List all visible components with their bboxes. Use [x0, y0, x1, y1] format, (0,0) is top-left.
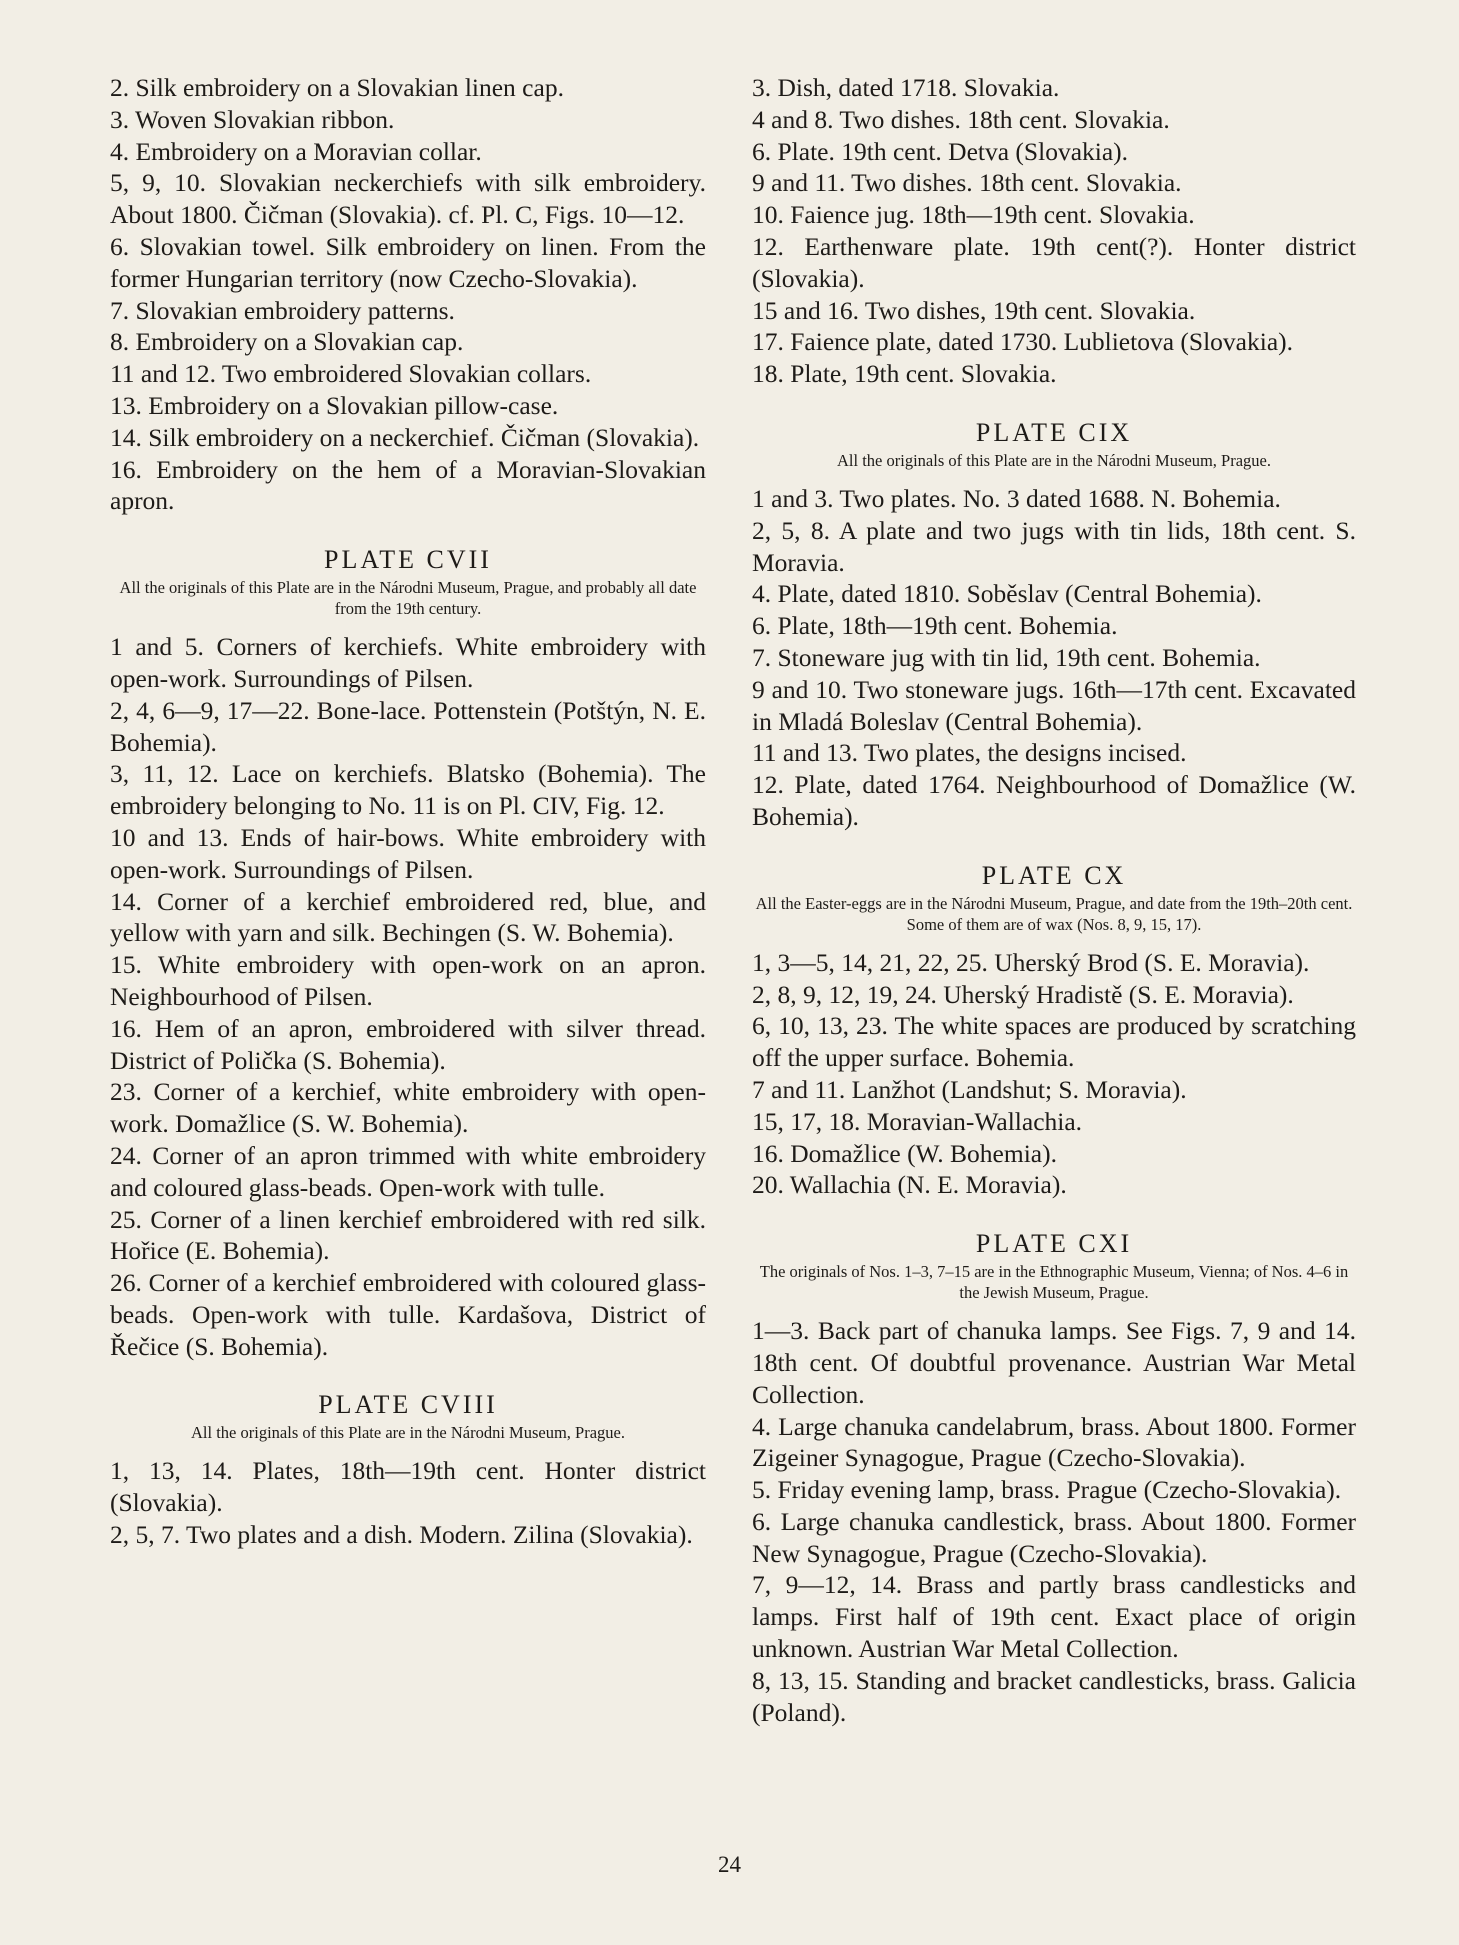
catalogue-entry: 24. Corner of an apron trimmed with white embroidery and coloured glass-beads. Open-work with tulle.	[110, 1140, 706, 1202]
plate-title: PLATE CX	[981, 860, 1127, 890]
catalogue-entry: 9 and 11. Two dishes. 18th cent. Slovakia.	[752, 168, 1182, 198]
catalogue-entry: 17. Faience plate, dated 1730. Lublietova (Slovakia).	[752, 327, 1294, 357]
catalogue-entry: 20. Wallachia (N. E. Moravia).	[752, 1170, 1067, 1200]
catalogue-entry: 6. Large chanuka candlestick, brass. About 1800. Former New Synagogue, Prague (Czecho-Slovakia).	[752, 1506, 1356, 1568]
catalogue-entry: 12. Plate, dated 1764. Neighbourhood of Domažlice (W. Bohemia).	[752, 770, 1356, 831]
entry-list	[110, 1455, 706, 1550]
catalogue-entry: 10. Faience jug. 18th—19th cent. Slovakia.	[752, 200, 1195, 230]
entry-list	[752, 1315, 1356, 1728]
catalogue-entry: 2. Silk embroidery on a Slovakian linen cap.	[110, 73, 564, 102]
entry-list	[752, 947, 1356, 1201]
plate-cx-section	[752, 861, 1356, 1201]
entry-list	[752, 72, 1356, 390]
right-column	[752, 72, 1356, 1728]
plate-cviii-section	[110, 1390, 706, 1550]
catalogue-entry: 15. White embroidery with open-work on an apron. Neighbourhood of Pilsen.	[110, 950, 706, 1011]
catalogue-entry: 1 and 5. Corners of kerchiefs. White embroidery with open-work. Surroundings of Pilsen.	[110, 632, 706, 693]
catalogue-entry: 1, 13, 14. Plates, 18th—19th cent. Honter district (Slovakia).	[110, 1456, 706, 1518]
catalogue-entry: 15 and 16. Two dishes, 19th cent. Slovakia.	[752, 295, 1196, 325]
plate-note: All the Easter-eggs are in the Národni Museum, Prague, and date from the 19th–20th cent. Some of them are of wax (Nos. 8, 9, 15, 17).	[755, 893, 1353, 934]
catalogue-entry: 16. Hem of an apron, embroidered with silver thread. District of Polička (S. Bohemia).	[110, 1013, 706, 1075]
catalogue-entry: 6. Plate, 18th—19th cent. Bohemia.	[752, 611, 1118, 641]
catalogue-entry: 14. Corner of a kerchief embroidered red, blue, and yellow with yarn and silk. Bechingen (S. W. Bohemia).	[110, 886, 706, 948]
catalogue-entry: 6, 10, 13, 23. The white spaces are produced by scratching off the upper surface. Bohemia.	[752, 1011, 1356, 1073]
plate-note: All the originals of this Plate are in the Národni Museum, Prague.	[191, 1423, 625, 1443]
catalogue-entry: 8. Embroidery on a Slovakian cap.	[110, 327, 464, 357]
catalogue-entry: 11 and 13. Two plates, the designs incised.	[752, 738, 1187, 768]
plate-title: PLATE CXI	[975, 1229, 1133, 1259]
catalogue-entry: 26. Corner of a kerchief embroidered with coloured glass-beads. Open-work with tulle. Kardašova, District of Řečice (S. Bohemia).	[110, 1268, 706, 1361]
plate-note: The originals of Nos. 1–3, 7–15 are in the Ethnographic Museum, Vienna; of Nos. 4–6 in the Jewish Museum, Prague.	[759, 1262, 1349, 1303]
plate-title: PLATE CIX	[975, 417, 1133, 447]
catalogue-entry: 7. Stoneware jug with tin lid, 19th cent. Bohemia.	[752, 642, 1261, 672]
catalogue-entry: 4 and 8. Two dishes. 18th cent. Slovakia.	[752, 104, 1170, 134]
catalogue-entry: 6. Slovakian towel. Silk embroidery on linen. From the former Hungarian territory (now Czecho-Slovakia).	[110, 231, 706, 293]
catalogue-entry: 14. Silk embroidery on a neckerchief. Čičman (Slovakia).	[110, 422, 700, 452]
catalogue-entry: 4. Plate, dated 1810. Soběslav (Central Bohemia).	[752, 579, 1262, 609]
catalogue-entry: 3. Woven Slovakian ribbon.	[110, 104, 395, 134]
catalogue-entry: 7 and 11. Lanžhot (Landshut; S. Moravia).	[752, 1074, 1187, 1104]
catalogue-entry: 15, 17, 18. Moravian-Wallachia.	[752, 1106, 1083, 1136]
catalogue-entry: 3, 11, 12. Lace on kerchiefs. Blatsko (Bohemia). The embroidery belonging to No. 11 is on Pl. CIV, Fig. 12.	[110, 759, 706, 821]
catalogue-entry: 6. Plate. 19th cent. Detva (Slovakia).	[752, 136, 1129, 166]
catalogue-entry: 1 and 3. Two plates. No. 3 dated 1688. N. Bohemia.	[752, 483, 1281, 513]
catalogue-entry: 2, 5, 7. Two plates and a dish. Modern. Zilina (Slovakia).	[110, 1520, 693, 1550]
catalogue-entry: 2, 5, 8. A plate and two jugs with tin lids, 18th cent. S. Moravia.	[752, 515, 1356, 577]
catalogue-entry: 1, 3—5, 14, 21, 22, 25. Uherský Brod (S. E. Moravia).	[752, 947, 1310, 977]
catalogue-entry: 7, 9—12, 14. Brass and partly brass candlesticks and lamps. First half of 19th cent. Exact place of origin unknown. Austrian War Metal Collection.	[752, 1570, 1356, 1664]
catalogue-entry: 12. Earthenware plate. 19th cent(?). Honter district (Slovakia).	[752, 231, 1356, 293]
catalogue-entry: 5, 9, 10. Slovakian neckerchiefs with silk embroidery. About 1800. Čičman (Slovakia). cf. Pl. C, Figs. 10—12.	[110, 168, 706, 230]
catalogue-entry: 7. Slovakian embroidery patterns.	[110, 295, 455, 325]
plate-title: PLATE CVII	[324, 545, 492, 575]
catalogue-entry: 16. Embroidery on the hem of a Moravian-Slovakian apron.	[110, 454, 706, 516]
catalogue-entry: 4. Embroidery on a Moravian collar.	[110, 136, 482, 166]
catalogue-entry: 2, 8, 9, 12, 19, 24. Uherský Hradistě (S. E. Moravia).	[752, 979, 1294, 1009]
catalogue-entry: 16. Domažlice (W. Bohemia).	[752, 1138, 1057, 1168]
catalogue-entry: 11 and 12. Two embroidered Slovakian collars.	[110, 359, 592, 389]
entry-list	[110, 631, 706, 1362]
left-column	[110, 72, 706, 1551]
catalogue-entry: 23. Corner of a kerchief, white embroidery with open-work. Domažlice (S. W. Bohemia).	[110, 1077, 706, 1139]
catalogue-entry: 18. Plate, 19th cent. Slovakia.	[752, 359, 1057, 389]
catalogue-entry: 5. Friday evening lamp, brass. Prague (Czecho-Slovakia).	[752, 1475, 1342, 1505]
catalogue-entry: 1—3. Back part of chanuka lamps. See Figs. 7, 9 and 14. 18th cent. Of doubtful provenance. Austrian War Metal Collection.	[752, 1316, 1356, 1409]
catalogue-entry: 8, 13, 15. Standing and bracket candlesticks, brass. Galicia (Poland).	[752, 1665, 1356, 1727]
catalogue-entry: 10 and 13. Ends of hair-bows. White embroidery with open-work. Surroundings of Pilsen.	[110, 822, 706, 884]
plate-title: PLATE CVIII	[318, 1390, 498, 1420]
catalogue-entry: 2, 4, 6—9, 17—22. Bone-lace. Pottenstein (Potštýn, N. E. Bohemia).	[110, 695, 706, 757]
plate-cxi-section	[752, 1229, 1356, 1728]
plate-cvii-section	[110, 545, 706, 1362]
catalogue-entry: 9 and 10. Two stoneware jugs. 16th—17th cent. Excavated in Mladá Boleslav (Central Bohemia).	[752, 674, 1356, 736]
plate-note: All the originals of this Plate are in the Národni Museum, Prague, and probably all date from the 19th century.	[119, 578, 697, 619]
catalogue-entry: 4. Large chanuka candelabrum, brass. About 1800. Former Zigeiner Synagogue, Prague (Czecho-Slovakia).	[752, 1411, 1356, 1473]
entry-list	[110, 72, 706, 517]
catalogue-entry: 25. Corner of a linen kerchief embroidered with red silk. Hořice (E. Bohemia).	[110, 1204, 706, 1266]
plate-note: All the originals of this Plate are in the Národni Museum, Prague.	[837, 450, 1271, 470]
page-number: 24	[718, 1852, 741, 1877]
entry-list	[752, 483, 1356, 833]
catalogue-entry: 3. Dish, dated 1718. Slovakia.	[752, 73, 1060, 102]
catalogue-entry: 13. Embroidery on a Slovakian pillow-case.	[110, 390, 559, 420]
plate-cix-section	[752, 418, 1356, 833]
